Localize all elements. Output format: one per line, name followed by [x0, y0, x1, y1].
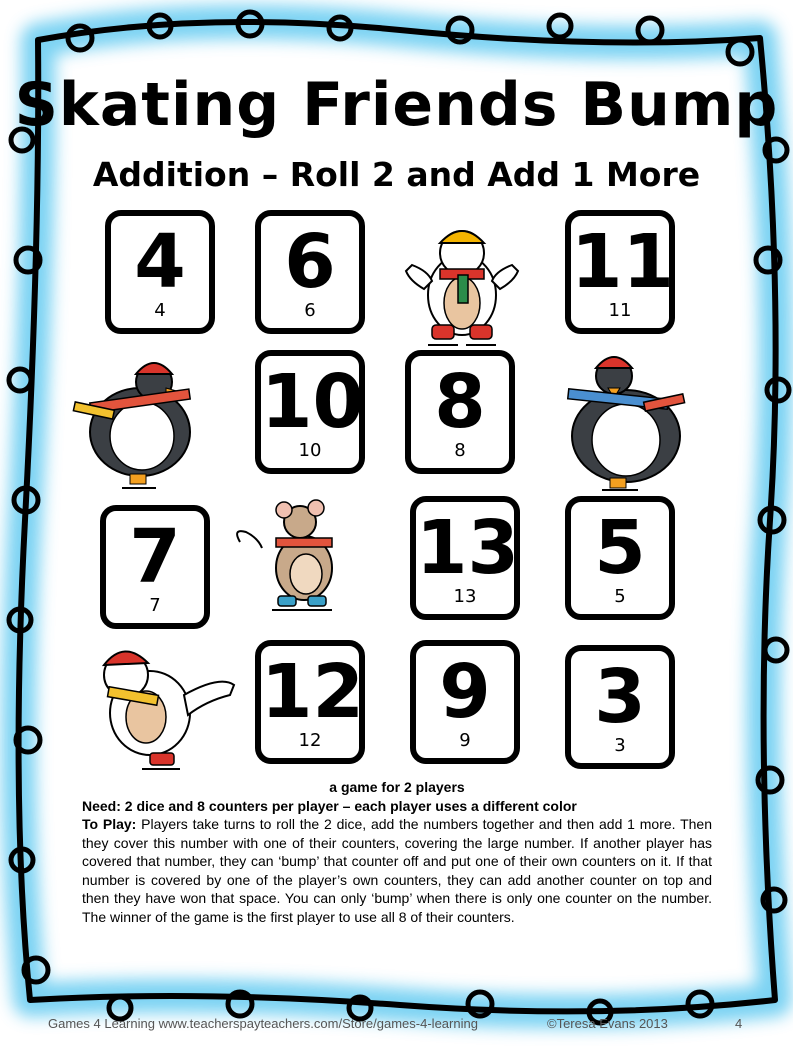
number-tile[interactable]: [105, 210, 215, 334]
tile-label: 3: [614, 735, 626, 756]
polar-bear-skater-picture: [402, 215, 522, 350]
tile-number: 7: [129, 514, 181, 600]
tile-number: 3: [594, 654, 646, 740]
polar-bear-skater-picture: [80, 635, 240, 775]
page-title: Skating Friends Bump: [14, 70, 779, 140]
number-tile[interactable]: [255, 350, 365, 474]
tile-number: 11: [571, 219, 674, 305]
footer-copyright: ©Teresa Evans 2013: [547, 1016, 668, 1031]
tile-label: 9: [459, 730, 471, 751]
tile-label: 8: [454, 440, 466, 461]
number-tile[interactable]: [565, 210, 675, 334]
tile-number: 12: [261, 649, 364, 735]
tile-number: 4: [134, 219, 186, 305]
tile-label: 7: [149, 595, 161, 616]
tile-number: 13: [416, 505, 519, 591]
to-play-text: Players take turns to roll the 2 dice, add the numbers together and then add 1 more. Then they cover this number with one of their counters, covering the large number. If another player has covered that number, they can ‘bump’ that counter off and put one of their own counters on it. If that number is covered by one of the player’s own counters, they can add another counter on top and then they have won that space. You can only ‘bump’ when there is only one counter on the number. The winner of the game is the first player to use all 8 of their counters.: [82, 816, 712, 925]
page-number: 4: [735, 1016, 743, 1031]
mouse-skater-picture: [232, 498, 362, 613]
tile-label: 4: [154, 300, 166, 321]
footer-site: Games 4 Learning www.teacherspayteachers.com/Store/games-4-learning: [48, 1016, 478, 1031]
tile-label: 6: [304, 300, 316, 321]
number-tile[interactable]: [410, 496, 520, 620]
number-tile[interactable]: [565, 496, 675, 620]
tile-number: 9: [439, 649, 491, 735]
tile-number: 8: [434, 359, 486, 445]
tile-label: 11: [608, 300, 632, 321]
tile-label: 12: [298, 730, 322, 751]
number-tile[interactable]: [255, 640, 365, 764]
number-tile[interactable]: [565, 645, 675, 769]
tile-number: 6: [284, 219, 336, 305]
game-rules: [82, 778, 712, 926]
tile-label: 10: [298, 440, 322, 461]
tile-number: 10: [261, 359, 364, 445]
to-play-label: To Play:: [82, 816, 137, 832]
number-tile[interactable]: [410, 640, 520, 764]
need-line: Need: 2 dice and 8 counters per player – each player uses a different color: [82, 797, 577, 814]
number-tile[interactable]: [405, 350, 515, 474]
penguin-skater-picture: [70, 352, 220, 492]
to-play-paragraph: [82, 815, 712, 926]
players-line: a game for 2 players: [329, 779, 465, 795]
page-subtitle: Addition – Roll 2 and Add 1 More: [92, 155, 701, 194]
tile-number: 5: [594, 505, 646, 591]
penguin-skater-picture: [548, 348, 698, 493]
number-tile[interactable]: [255, 210, 365, 334]
number-tile[interactable]: [100, 505, 210, 629]
tile-label: 13: [453, 586, 477, 607]
tile-label: 5: [614, 586, 626, 607]
